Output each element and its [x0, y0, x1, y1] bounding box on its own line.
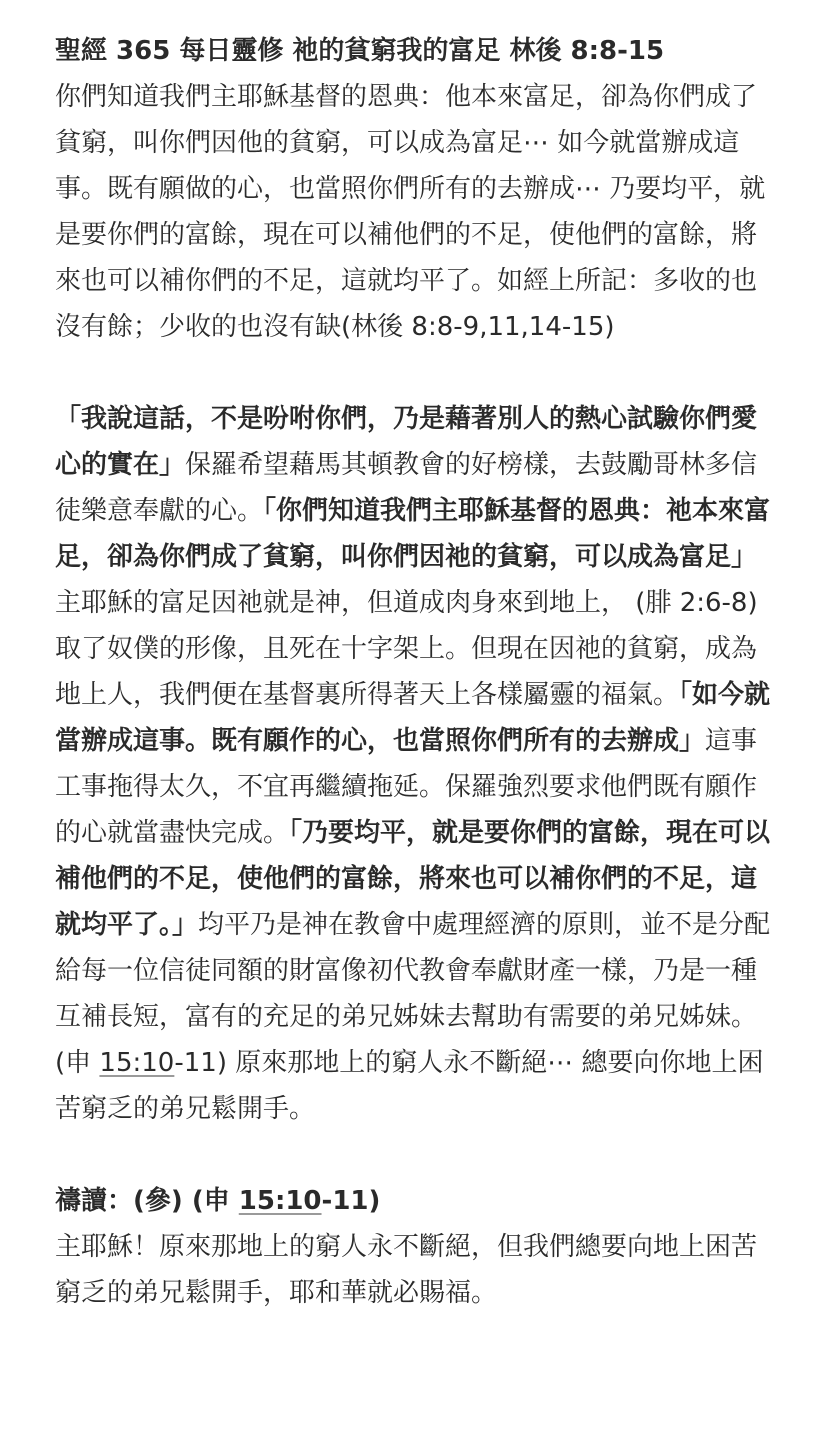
reference-philippians: (腓 2:6-8) — [627, 588, 758, 618]
scripture-text: 你們知道我們主耶穌基督的恩典：他本來富足，卻為你們成了貧窮，叫你們因他的貧窮，可以成為富足⋯ 如今就當辦成這事。既有願做的心，也當照你們所有的去辦成⋯ 乃要均平，就是要你們的富餘，現在可以補他們的不足，使他們的富餘，將來也可以補你們的不足，這就均平了。如經上所記：多收的也沒有餘；少收的也沒有缺 — [55, 82, 766, 342]
reference-deuteronomy-link[interactable]: 15:10 — [99, 1048, 175, 1078]
commentary-2a: 主耶穌的富足因祂就是神，但道成肉身來到地上， — [55, 588, 628, 618]
scripture-passage — [55, 74, 775, 350]
commentary-5: 原來那地上的窮人永不斷絕⋯ 總要向你地上困苦窮乏的弟兄鬆開手。 — [55, 1048, 764, 1124]
quote-4: 「乃要均平，就是要你們的富餘，現在可以補他們的不足，使他們的富餘，將來也可以補你們的不足，這就均平了。」 — [55, 818, 771, 940]
quote-2: 「你們知道我們主耶穌基督的恩典：祂本來富足，卻為你們成了貧窮，叫你們因祂的貧窮，可以成為富足」 — [55, 496, 771, 572]
reference-deuteronomy-pre: (申 — [55, 1048, 100, 1078]
commentary-2b: 取了奴僕的形像，且死在十字架上。但現在因祂的貧窮，成為地上人，我們便在基督裏所得著天上各樣屬靈的福氣。 — [55, 634, 758, 710]
reference-deuteronomy-post: -11) — [174, 1048, 227, 1078]
devotion-paragraph — [55, 396, 775, 1132]
prayer-heading — [55, 1178, 775, 1224]
prayer-reference-link[interactable]: 15:10 — [238, 1186, 322, 1216]
quote-3: 「如今就當辦成這事。既有願作的心，也當照你們所有的去辦成」 — [55, 680, 771, 756]
commentary-3: 這事工事拖得太久，不宜再繼續拖延。保羅強烈要求他們既有願作的心就當盡快完成。 — [55, 726, 758, 848]
commentary-1: 保羅希望藉馬其頓教會的好榜樣，去鼓勵哥林多信徒樂意奉獻的心。 — [55, 450, 758, 526]
scripture-reference: (林後 8:8-9,11,14-15) — [341, 312, 615, 342]
quote-1: 「我說這話，不是吩咐你們，乃是藉著別人的熱心試驗你們愛心的實在」 — [55, 404, 758, 480]
page-title: 聖經 365 每日靈修 祂的貧窮我的富足 林後 8:8-15 — [55, 36, 665, 66]
prayer-text: 主耶穌！原來那地上的窮人永不斷絕，但我們總要向地上困苦窮乏的弟兄鬆開手，耶和華就必賜福。 — [55, 1232, 758, 1308]
commentary-4: 均平乃是神在教會中處理經濟的原則，並不是分配給每一位信徒同額的財富像初代教會奉獻財產一樣，乃是一種互補長短，富有的充足的弟兄姊妹去幫助有需要的弟兄姊妹。 — [55, 910, 771, 1032]
devotional-document — [55, 28, 775, 1316]
paragraph-spacer — [55, 350, 775, 396]
paragraph-spacer — [55, 1132, 775, 1178]
prayer-label-pre: 禱讀：(參) (申 — [55, 1186, 239, 1216]
prayer-label-post: -11) — [321, 1186, 381, 1216]
